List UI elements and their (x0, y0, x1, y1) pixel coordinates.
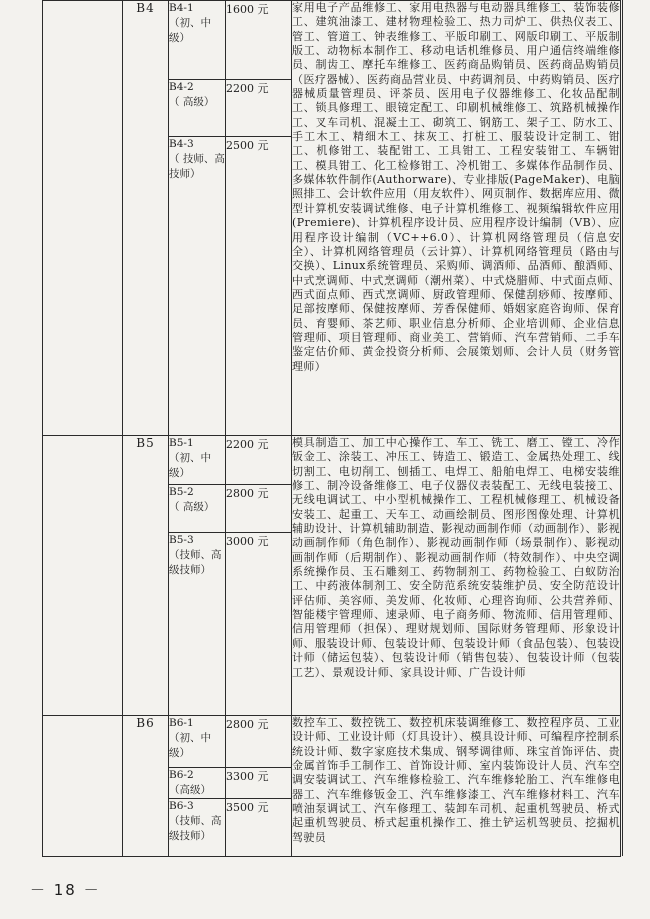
blank-cell (43, 436, 123, 716)
job-list: 家用电子产品维修工、家用电热器与电动器具维修工、装饰装修工、建筑油漆工、建材物理检验工、热力司炉工、供热仪表工、管工、管道工、钟表维修工、平版印刷工、网版印刷工、平版制版工、动物标本制作工、移动电话机维修员、用户通信终端维修员、制齿工、摩托车维修工、医药商品购销员、医药商品购销员（医疗器械）、医药商品营业员、中药调剂员、中药购销员、医疗器械质量管理员、评茶员、医用电子仪器维修工、化妆品配制工、锁具修理工、眼镜定配工、印刷机械维修工、筑路机械操作工、叉车司机、混凝土工、砌筑工、钢筋工、架子工、防水工、手工木工、精细木工、抹灰工、打桩工、服装设计定制工、钳工、机修钳工、装配钳工、工具钳工、工程安装钳工、车辆钳工、模具钳工、化工检修钳工、冷机钳工、多媒体作品制作员、多媒体软件制作(Authorware)、专业排版(PageMaker)、电脑照排工、会计软件应用（用友软件）、网页制作、数据库应用、微型计算机安装调试维修、电子计算机维修工、视频编辑软件应用(Premiere)、计算机程序设计员、应用程序设计编制（VB）、应用程序设计编制（VC++6.0）、计算机网络管理员（信息安全）、计算机网络管理员（云计算）、计算机网络管理员（路由与交换）、Linux系统管理员、采购师、调酒师、品酒师、酿酒师、中式烹调师、中式烹调师（潮州菜）、中式烧腊师、中式面点师、西式面点师、西式烹调师、厨政管理师、保健刮痧师、按摩师、足部按摩师、保健按摩师、芳香保健师、婚姻家庭咨询师、保育员、育婴师、茶艺师、职业信息分析师、企业培训师、企业信息管理师、项目管理师、商业美工、营销师、汽车营销师、二手车鉴定估价师、黄金投资分析师、会展策划师、会计人员（财务管理师） (292, 1, 621, 436)
wage-value: 3500 元 (226, 799, 292, 857)
table-row (43, 436, 621, 485)
level-code: B4-2 (169, 81, 194, 93)
level-desc: （初、中级） (169, 732, 211, 759)
wage-value: 3000 元 (226, 533, 292, 716)
table-row (43, 1, 621, 80)
level-code: B5-2 (169, 486, 194, 498)
table-row (43, 716, 621, 768)
level-desc: （ 高级） (169, 501, 215, 513)
level-code: B4-3 (169, 138, 194, 150)
level-cell (169, 485, 226, 533)
level-code: B4-1 (169, 2, 194, 14)
level-desc: （高级） (169, 784, 211, 796)
group-code: B5 (123, 436, 169, 716)
group-code: B6 (123, 716, 169, 857)
level-desc: （技师、高级技师） (169, 549, 222, 576)
page-number: － 18 － (30, 881, 101, 899)
level-cell (169, 768, 226, 799)
level-code: B5-1 (169, 437, 194, 449)
wage-value: 2200 元 (226, 80, 292, 137)
level-cell (169, 436, 226, 485)
level-cell (169, 1, 226, 80)
level-cell (169, 533, 226, 716)
blank-cell (43, 716, 123, 857)
wage-table (42, 0, 621, 857)
level-cell (169, 80, 226, 137)
wage-value: 2200 元 (226, 436, 292, 485)
job-list: 数控车工、数控铣工、数控机床装调维修工、数控程序员、工业设计师、工业设计师（灯具设计）、模具设计师、可编程序控制系统设计师、数字家庭技术集成、钢琴调律师、珠宝首饰评估、贵金属首饰手工制作工、首饰设计师、室内装饰设计人员、汽车空调安装调试工、汽车维修检验工、汽车维修轮胎工、汽车维修电器工、汽车维修钣金工、汽车维修漆工、汽车维修材料工、汽车喷油泵调试工、汽车修理工、装卸车司机、起重机驾驶员、桥式起重机驾驶员、桥式起重机操作工、推土铲运机驾驶员、挖掘机驾驶员 (292, 716, 621, 857)
level-code: B5-3 (169, 534, 194, 546)
wage-value: 1600 元 (226, 1, 292, 80)
level-desc: （初、中级） (169, 452, 211, 479)
level-cell (169, 716, 226, 768)
job-list: 模具制造工、加工中心操作工、车工、铣工、磨工、镗工、冷作钣金工、涂装工、冲压工、铸造工、锻造工、金属热处理工、线切割工、电切削工、刨插工、电焊工、船舶电焊工、电梯安装维修工、制冷设备维修工、电子仪器仪表装配工、无线电装接工、无线电调试工、中小型机械操作工、工程机械修理工、机械设备安装工、起重工、天车工、动画绘制员、图形图像处理、计算机辅助设计、计算机辅助制造、影视动画制作师（动画制作）、影视动画制作师（角色制作）、影视动画制作师（场景制作）、影视动画制作师（后期制作）、影视动画制作师（特效制作）、中央空调系统操作员、玉石雕刻工、药物制剂工、药物检验工、白蚁防治工、中药液体制剂工、安全防范系统安装维护员、安全防范设计评估师、美容师、美发师、化妆师、心理咨询师、公共营养师、智能楼宇管理师、速录师、电子商务师、物流师、信用管理师、信用管理师（担保）、理财规划师、国际财务管理师、形象设计师、服装设计师、包装设计师、包装设计师（食品包装）、包装设计师（储运包装）、包装设计师（销售包装）、包装设计师（包装工艺）、景观设计师、家具设计师、广告设计师 (292, 436, 621, 716)
wage-value: 2800 元 (226, 485, 292, 533)
level-code: B6-3 (169, 800, 194, 812)
blank-cell (43, 1, 123, 436)
level-cell (169, 799, 226, 857)
level-desc: （技师、高级技师） (169, 815, 222, 842)
level-cell (169, 137, 226, 436)
level-desc: （ 高级） (169, 96, 215, 108)
wage-value: 3300 元 (226, 768, 292, 799)
level-code: B6-2 (169, 769, 194, 781)
level-code: B6-1 (169, 717, 194, 729)
level-desc: （初、中级） (169, 17, 211, 44)
group-code: B4 (123, 1, 169, 436)
level-desc: （ 技师、高技师） (169, 153, 225, 180)
wage-value: 2500 元 (226, 137, 292, 436)
wage-value: 2800 元 (226, 716, 292, 768)
